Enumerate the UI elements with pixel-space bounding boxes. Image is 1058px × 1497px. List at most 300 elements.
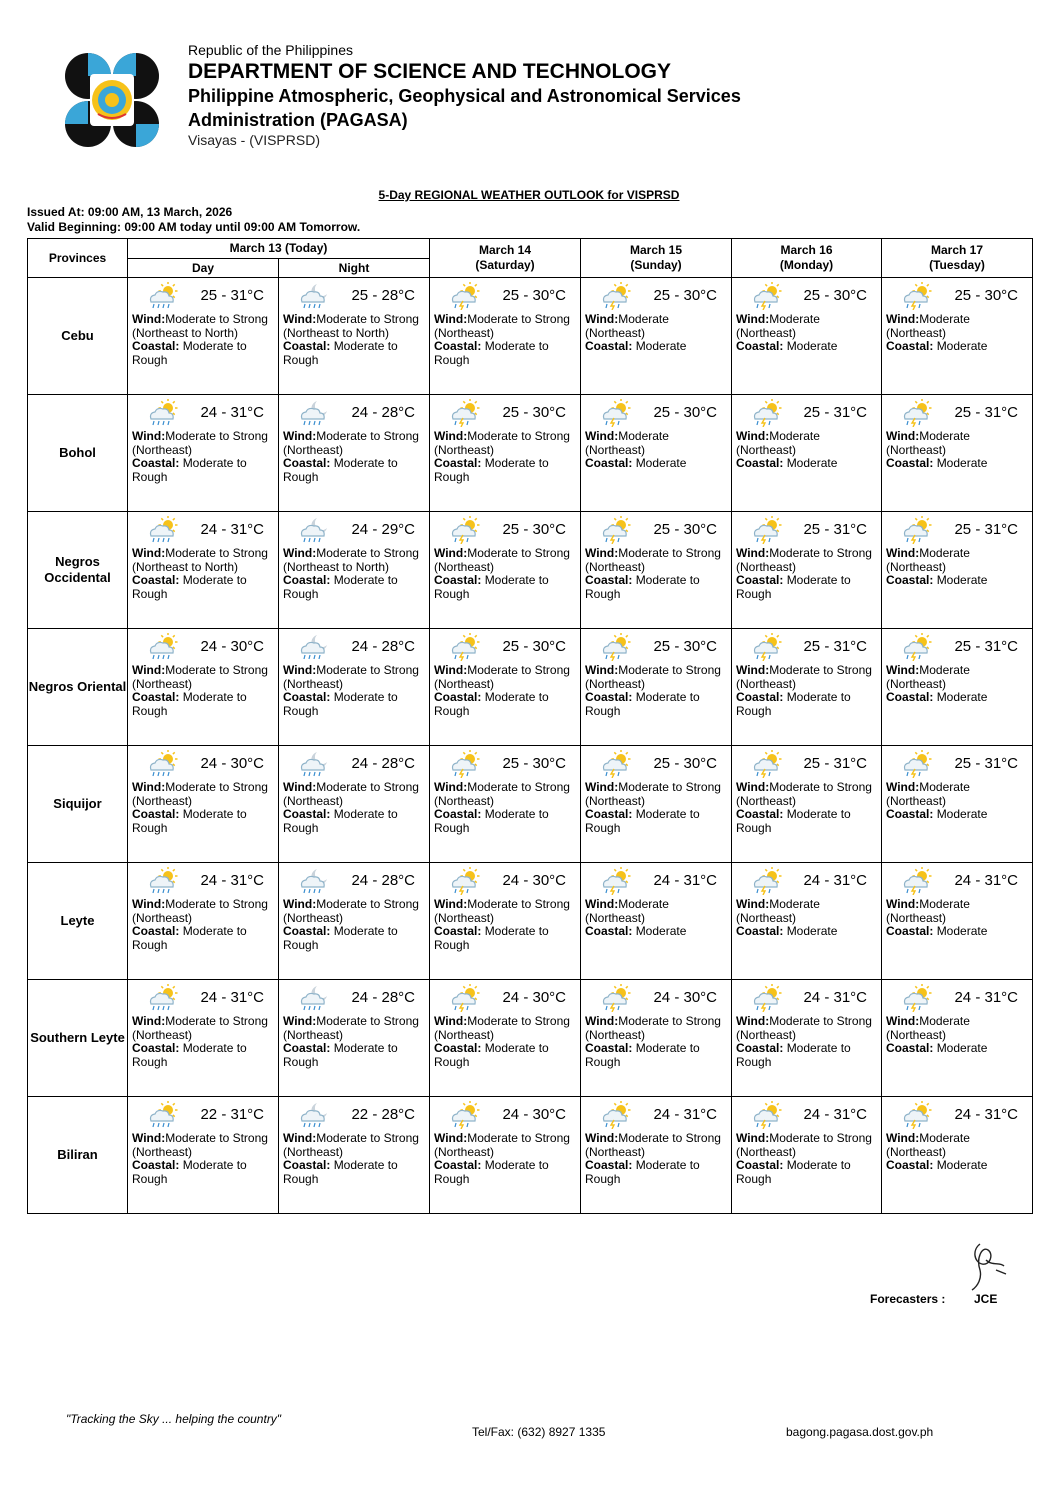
coastal-value: Moderate — [936, 690, 988, 704]
temperature-range: 25 - 30°C — [502, 404, 566, 421]
wind-label: Wind: — [434, 780, 468, 794]
coastal-label: Coastal: — [434, 456, 482, 470]
coastal-value: Moderate — [936, 573, 988, 587]
region-line: Visayas - (VISPRSD) — [188, 132, 320, 148]
coastal-value: Moderate to Rough — [434, 573, 549, 601]
wind-value: Moderate to Strong (Northeast) — [283, 780, 419, 808]
coastal-label: Coastal: — [886, 573, 934, 587]
forecast-cell — [128, 395, 279, 512]
wind-label: Wind: — [736, 897, 770, 911]
coastal-label: Coastal: — [283, 339, 331, 353]
wind-value: Moderate to Strong (Northeast to North) — [132, 546, 268, 574]
sun-thunder-rain-icon — [750, 750, 784, 778]
coastal-label: Coastal: — [736, 807, 784, 821]
wind-coastal-info — [585, 1132, 727, 1186]
temperature-range: 25 - 31°C — [954, 521, 1018, 538]
coastal-value: Moderate — [635, 924, 687, 938]
temperature-range: 24 - 30°C — [502, 1106, 566, 1123]
wind-value: Moderate to Strong (Northeast) — [434, 780, 570, 808]
province-name: Negros Oriental — [28, 629, 128, 746]
forecast-cell — [128, 278, 279, 395]
forecast-cell — [128, 746, 279, 863]
partly-cloudy-rain-icon — [146, 750, 180, 778]
temperature-range: 24 - 31°C — [803, 872, 867, 889]
day-header: March 16 (Monday) — [732, 239, 882, 278]
wind-label: Wind: — [132, 897, 166, 911]
wind-value: Moderate to Strong (Northeast) — [434, 1014, 570, 1042]
wind-label: Wind: — [736, 1014, 770, 1028]
coastal-value: Moderate — [936, 339, 988, 353]
forecast-cell — [581, 629, 732, 746]
wind-label: Wind: — [283, 1014, 317, 1028]
coastal-value: Moderate to Rough — [132, 573, 247, 601]
temperature-range: 25 - 30°C — [653, 404, 717, 421]
forecast-cell — [882, 629, 1033, 746]
wind-value: Moderate to Strong (Northeast) — [736, 1014, 872, 1042]
temperature-range: 25 - 30°C — [653, 287, 717, 304]
temperature-range: 24 - 30°C — [200, 638, 264, 655]
forecast-cell — [882, 980, 1033, 1097]
coastal-value: Moderate to Rough — [434, 1158, 549, 1186]
forecast-cell — [882, 863, 1033, 980]
coastal-label: Coastal: — [132, 1041, 180, 1055]
forecast-cell — [128, 629, 279, 746]
wind-coastal-info — [434, 781, 576, 835]
temperature-range: 25 - 31°C — [803, 521, 867, 538]
wind-label: Wind: — [283, 546, 317, 560]
temperature-range: 25 - 28°C — [351, 287, 415, 304]
wind-value: Moderate (Northeast) — [886, 780, 970, 808]
forecast-cell — [882, 278, 1033, 395]
coastal-label: Coastal: — [132, 573, 180, 587]
coastal-value: Moderate to Rough — [132, 807, 247, 835]
sun-thunder-rain-icon — [900, 984, 934, 1012]
sun-thunder-rain-icon — [750, 399, 784, 427]
wind-label: Wind: — [585, 312, 619, 326]
sun-thunder-rain-icon — [448, 984, 482, 1012]
today-header: March 13 (Today) — [128, 239, 430, 259]
wind-coastal-info — [585, 1015, 727, 1069]
coastal-value: Moderate — [936, 1041, 988, 1055]
forecast-cell — [279, 278, 430, 395]
wind-coastal-info — [132, 664, 274, 718]
sun-thunder-rain-icon — [448, 399, 482, 427]
coastal-label: Coastal: — [283, 924, 331, 938]
sun-thunder-rain-icon — [448, 750, 482, 778]
forecast-cell — [430, 278, 581, 395]
sun-thunder-rain-icon — [750, 282, 784, 310]
province-name: Leyte — [28, 863, 128, 980]
wind-value: Moderate (Northeast) — [886, 663, 970, 691]
temperature-range: 24 - 31°C — [653, 872, 717, 889]
partly-cloudy-rain-icon — [146, 867, 180, 895]
coastal-label: Coastal: — [585, 924, 633, 938]
coastal-label: Coastal: — [585, 1041, 633, 1055]
wind-value: Moderate (Northeast) — [886, 897, 970, 925]
sun-thunder-rain-icon — [900, 750, 934, 778]
wind-value: Moderate to Strong (Northeast) — [736, 780, 872, 808]
province-name: Cebu — [28, 278, 128, 395]
wind-coastal-info — [736, 898, 877, 939]
coastal-label: Coastal: — [585, 339, 633, 353]
forecast-cell — [279, 863, 430, 980]
wind-coastal-info — [132, 313, 274, 367]
day-header: March 14 (Saturday) — [430, 239, 581, 278]
province-name: Siquijor — [28, 746, 128, 863]
wind-value: Moderate to Strong (Northeast to North) — [283, 546, 419, 574]
wind-label: Wind: — [132, 663, 166, 677]
wind-coastal-info — [132, 430, 274, 484]
wind-value: Moderate to Strong (Northeast) — [585, 663, 721, 691]
coastal-label: Coastal: — [886, 456, 934, 470]
wind-coastal-info — [886, 898, 1028, 939]
temperature-range: 25 - 31°C — [803, 404, 867, 421]
wind-coastal-info — [585, 313, 727, 354]
sun-thunder-rain-icon — [599, 984, 633, 1012]
agency-name-line1: Philippine Atmospheric, Geophysical and Astronomical Services — [188, 86, 741, 106]
wind-coastal-info — [585, 547, 727, 601]
temperature-range: 25 - 31°C — [954, 755, 1018, 772]
wind-value: Moderate (Northeast) — [886, 1014, 970, 1042]
letterhead — [188, 42, 741, 149]
forecast-cell — [430, 980, 581, 1097]
wind-coastal-info — [886, 781, 1028, 822]
coastal-value: Moderate to Rough — [736, 807, 851, 835]
wind-coastal-info — [283, 1015, 425, 1069]
wind-label: Wind: — [434, 546, 468, 560]
coastal-label: Coastal: — [283, 573, 331, 587]
coastal-label: Coastal: — [886, 1041, 934, 1055]
province-name: Biliran — [28, 1097, 128, 1214]
coastal-value: Moderate to Rough — [283, 456, 398, 484]
coastal-value: Moderate to Rough — [736, 573, 851, 601]
sun-thunder-rain-icon — [448, 867, 482, 895]
temperature-range: 25 - 30°C — [502, 287, 566, 304]
wind-label: Wind: — [736, 1131, 770, 1145]
temperature-range: 24 - 30°C — [653, 989, 717, 1006]
agency-name-line2: Administration (PAGASA) — [188, 110, 408, 130]
coastal-label: Coastal: — [434, 690, 482, 704]
coastal-value: Moderate to Rough — [585, 573, 700, 601]
cloudy-night-rain-icon — [297, 516, 331, 544]
wind-coastal-info — [886, 1132, 1028, 1173]
wind-value: Moderate (Northeast) — [585, 429, 669, 457]
wind-coastal-info — [283, 898, 425, 952]
coastal-label: Coastal: — [736, 690, 784, 704]
partly-cloudy-rain-icon — [146, 984, 180, 1012]
coastal-value: Moderate to Rough — [283, 924, 398, 952]
sun-thunder-rain-icon — [750, 1101, 784, 1129]
coastal-value: Moderate to Rough — [283, 1158, 398, 1186]
republic-line: Republic of the Philippines — [188, 42, 353, 58]
temperature-range: 25 - 30°C — [653, 638, 717, 655]
wind-coastal-info — [283, 1132, 425, 1186]
forecast-cell — [882, 395, 1033, 512]
forecast-cell — [581, 512, 732, 629]
wind-coastal-info — [283, 430, 425, 484]
wind-coastal-info — [736, 313, 877, 354]
sun-thunder-rain-icon — [599, 282, 633, 310]
forecast-cell — [882, 512, 1033, 629]
coastal-value: Moderate to Rough — [132, 339, 247, 367]
day-header: March 15 (Sunday) — [581, 239, 732, 278]
issue-info — [27, 205, 360, 235]
wind-coastal-info — [736, 430, 877, 471]
coastal-label: Coastal: — [132, 339, 180, 353]
sun-thunder-rain-icon — [599, 1101, 633, 1129]
wind-label: Wind: — [283, 1131, 317, 1145]
temperature-range: 25 - 31°C — [954, 638, 1018, 655]
temperature-range: 24 - 30°C — [502, 989, 566, 1006]
wind-value: Moderate to Strong (Northeast) — [132, 897, 268, 925]
coastal-value: Moderate to Rough — [434, 924, 549, 952]
wind-coastal-info — [886, 1015, 1028, 1056]
day-header: March 17 (Tuesday) — [882, 239, 1033, 278]
partly-cloudy-rain-icon — [146, 516, 180, 544]
wind-label: Wind: — [886, 312, 920, 326]
wind-label: Wind: — [132, 1131, 166, 1145]
temperature-range: 24 - 28°C — [351, 872, 415, 889]
coastal-label: Coastal: — [434, 339, 482, 353]
coastal-label: Coastal: — [283, 807, 331, 821]
wind-coastal-info — [736, 1132, 877, 1186]
forecast-cell — [732, 1097, 882, 1214]
wind-coastal-info — [886, 547, 1028, 588]
coastal-value: Moderate — [635, 456, 687, 470]
wind-value: Moderate to Strong (Northeast) — [736, 546, 872, 574]
forecast-cell — [279, 980, 430, 1097]
coastal-value: Moderate to Rough — [283, 690, 398, 718]
coastal-value: Moderate — [936, 807, 988, 821]
wind-coastal-info — [886, 313, 1028, 354]
partly-cloudy-rain-icon — [146, 399, 180, 427]
sun-thunder-rain-icon — [448, 1101, 482, 1129]
wind-label: Wind: — [736, 546, 770, 560]
temperature-range: 24 - 30°C — [200, 755, 264, 772]
temperature-range: 25 - 31°C — [954, 404, 1018, 421]
province-row — [28, 746, 1033, 863]
wind-value: Moderate to Strong (Northeast) — [132, 1131, 268, 1159]
today-day-header: Day — [128, 259, 279, 278]
wind-coastal-info — [585, 430, 727, 471]
coastal-label: Coastal: — [283, 1041, 331, 1055]
temperature-range: 22 - 28°C — [351, 1106, 415, 1123]
wind-coastal-info — [434, 547, 576, 601]
coastal-label: Coastal: — [283, 456, 331, 470]
weather-outlook-table — [27, 238, 1033, 1214]
province-row — [28, 629, 1033, 746]
wind-value: Moderate to Strong (Northeast) — [132, 663, 268, 691]
temperature-range: 24 - 31°C — [803, 1106, 867, 1123]
forecast-cell — [128, 980, 279, 1097]
wind-label: Wind: — [736, 663, 770, 677]
sun-thunder-rain-icon — [448, 516, 482, 544]
partly-cloudy-rain-icon — [146, 1101, 180, 1129]
wind-coastal-info — [283, 547, 425, 601]
website-link[interactable]: bagong.pagasa.dost.gov.ph — [786, 1425, 934, 1439]
issued-at: Issued At: 09:00 AM, 13 March, 2026 — [27, 205, 233, 219]
partly-cloudy-rain-icon — [146, 282, 180, 310]
sun-thunder-rain-icon — [900, 516, 934, 544]
temperature-range: 25 - 30°C — [502, 521, 566, 538]
wind-label: Wind: — [585, 897, 619, 911]
cloudy-night-rain-icon — [297, 984, 331, 1012]
temperature-range: 24 - 28°C — [351, 989, 415, 1006]
coastal-value: Moderate — [936, 456, 988, 470]
wind-value: Moderate to Strong (Northeast) — [283, 897, 419, 925]
wind-coastal-info — [434, 430, 576, 484]
coastal-value: Moderate — [786, 339, 838, 353]
province-row — [28, 980, 1033, 1097]
wind-label: Wind: — [434, 1014, 468, 1028]
wind-label: Wind: — [283, 312, 317, 326]
coastal-label: Coastal: — [736, 1041, 784, 1055]
coastal-label: Coastal: — [585, 690, 633, 704]
temperature-range: 24 - 28°C — [351, 404, 415, 421]
temperature-range: 22 - 31°C — [200, 1106, 264, 1123]
coastal-label: Coastal: — [434, 1158, 482, 1172]
forecast-cell — [732, 629, 882, 746]
temperature-range: 24 - 31°C — [200, 404, 264, 421]
province-row — [28, 278, 1033, 395]
wind-coastal-info — [132, 1015, 274, 1069]
sun-thunder-rain-icon — [900, 867, 934, 895]
coastal-label: Coastal: — [736, 339, 784, 353]
wind-label: Wind: — [886, 780, 920, 794]
wind-value: Moderate to Strong (Northeast) — [434, 429, 570, 457]
coastal-label: Coastal: — [585, 1158, 633, 1172]
forecast-cell — [430, 746, 581, 863]
wind-value: Moderate (Northeast) — [886, 429, 970, 457]
temperature-range: 25 - 30°C — [502, 638, 566, 655]
coastal-label: Coastal: — [886, 807, 934, 821]
coastal-label: Coastal: — [736, 924, 784, 938]
coastal-value: Moderate to Rough — [434, 339, 549, 367]
wind-label: Wind: — [886, 1131, 920, 1145]
province-row — [28, 395, 1033, 512]
coastal-value: Moderate to Rough — [434, 690, 549, 718]
wind-value: Moderate to Strong (Northeast) — [585, 1014, 721, 1042]
wind-value: Moderate to Strong (Northeast) — [283, 663, 419, 691]
wind-label: Wind: — [886, 897, 920, 911]
valid-beginning: Valid Beginning: 09:00 AM today until 09:00 AM Tomorrow. — [27, 220, 361, 234]
sun-thunder-rain-icon — [448, 282, 482, 310]
coastal-label: Coastal: — [434, 1041, 482, 1055]
wind-label: Wind: — [283, 780, 317, 794]
coastal-label: Coastal: — [886, 339, 934, 353]
wind-value: Moderate to Strong (Northeast to North) — [132, 312, 268, 340]
forecast-cell — [279, 395, 430, 512]
cloudy-night-rain-icon — [297, 750, 331, 778]
forecast-cell — [279, 512, 430, 629]
document-title: 5-Day REGIONAL WEATHER OUTLOOK for VISPRSD — [378, 188, 680, 202]
forecast-cell — [732, 980, 882, 1097]
coastal-label: Coastal: — [434, 924, 482, 938]
coastal-label: Coastal: — [132, 807, 180, 821]
wind-value: Moderate to Strong (Northeast) — [283, 1014, 419, 1042]
temperature-range: 24 - 28°C — [351, 755, 415, 772]
wind-value: Moderate (Northeast) — [886, 1131, 970, 1159]
wind-value: Moderate to Strong (Northeast) — [585, 1131, 721, 1159]
temperature-range: 24 - 31°C — [803, 989, 867, 1006]
wind-label: Wind: — [434, 663, 468, 677]
province-name: Southern Leyte — [28, 980, 128, 1097]
forecast-cell — [732, 395, 882, 512]
dost-pagasa-logo — [64, 52, 160, 148]
wind-coastal-info — [132, 898, 274, 952]
wind-value: Moderate to Strong (Northeast) — [585, 780, 721, 808]
temperature-range: 25 - 30°C — [954, 287, 1018, 304]
temperature-range: 25 - 30°C — [502, 755, 566, 772]
wind-label: Wind: — [283, 663, 317, 677]
wind-label: Wind: — [736, 429, 770, 443]
wind-label: Wind: — [585, 663, 619, 677]
wind-value: Moderate to Strong (Northeast) — [434, 312, 570, 340]
wind-value: Moderate to Strong (Northeast) — [736, 1131, 872, 1159]
forecast-cell — [732, 863, 882, 980]
forecast-cell — [882, 746, 1033, 863]
forecast-cell — [581, 395, 732, 512]
wind-value: Moderate to Strong (Northeast) — [132, 1014, 268, 1042]
coastal-value: Moderate — [936, 1158, 988, 1172]
forecast-cell — [581, 1097, 732, 1214]
wind-label: Wind: — [132, 1014, 166, 1028]
coastal-value: Moderate to Rough — [585, 690, 700, 718]
wind-coastal-info — [434, 664, 576, 718]
cloudy-night-rain-icon — [297, 282, 331, 310]
coastal-value: Moderate — [936, 924, 988, 938]
coastal-value: Moderate — [635, 339, 687, 353]
temperature-range: 24 - 29°C — [351, 521, 415, 538]
forecast-cell — [581, 863, 732, 980]
coastal-label: Coastal: — [736, 456, 784, 470]
sun-thunder-rain-icon — [599, 867, 633, 895]
coastal-value: Moderate to Rough — [283, 339, 398, 367]
sun-thunder-rain-icon — [900, 633, 934, 661]
wind-coastal-info — [434, 1132, 576, 1186]
coastal-value: Moderate — [786, 456, 838, 470]
wind-label: Wind: — [132, 546, 166, 560]
forecast-cell — [581, 746, 732, 863]
wind-value: Moderate to Strong (Northeast) — [434, 897, 570, 925]
wind-coastal-info — [585, 781, 727, 835]
forecast-cell — [430, 863, 581, 980]
province-row — [28, 1097, 1033, 1214]
forecast-cell — [430, 629, 581, 746]
wind-label: Wind: — [132, 780, 166, 794]
wind-coastal-info — [736, 1015, 877, 1069]
forecast-cell — [732, 746, 882, 863]
sun-thunder-rain-icon — [750, 984, 784, 1012]
wind-label: Wind: — [434, 1131, 468, 1145]
temperature-range: 25 - 30°C — [803, 287, 867, 304]
temperature-range: 24 - 28°C — [351, 638, 415, 655]
wind-label: Wind: — [585, 780, 619, 794]
cloudy-night-rain-icon — [297, 399, 331, 427]
cloudy-night-rain-icon — [297, 633, 331, 661]
coastal-label: Coastal: — [132, 690, 180, 704]
wind-value: Moderate to Strong (Northeast) — [434, 663, 570, 691]
wind-label: Wind: — [434, 312, 468, 326]
sun-thunder-rain-icon — [900, 1101, 934, 1129]
province-name: Bohol — [28, 395, 128, 512]
wind-label: Wind: — [886, 429, 920, 443]
wind-label: Wind: — [283, 429, 317, 443]
temperature-range: 25 - 30°C — [653, 755, 717, 772]
wind-coastal-info — [283, 664, 425, 718]
coastal-value: Moderate to Rough — [434, 456, 549, 484]
coastal-label: Coastal: — [132, 924, 180, 938]
